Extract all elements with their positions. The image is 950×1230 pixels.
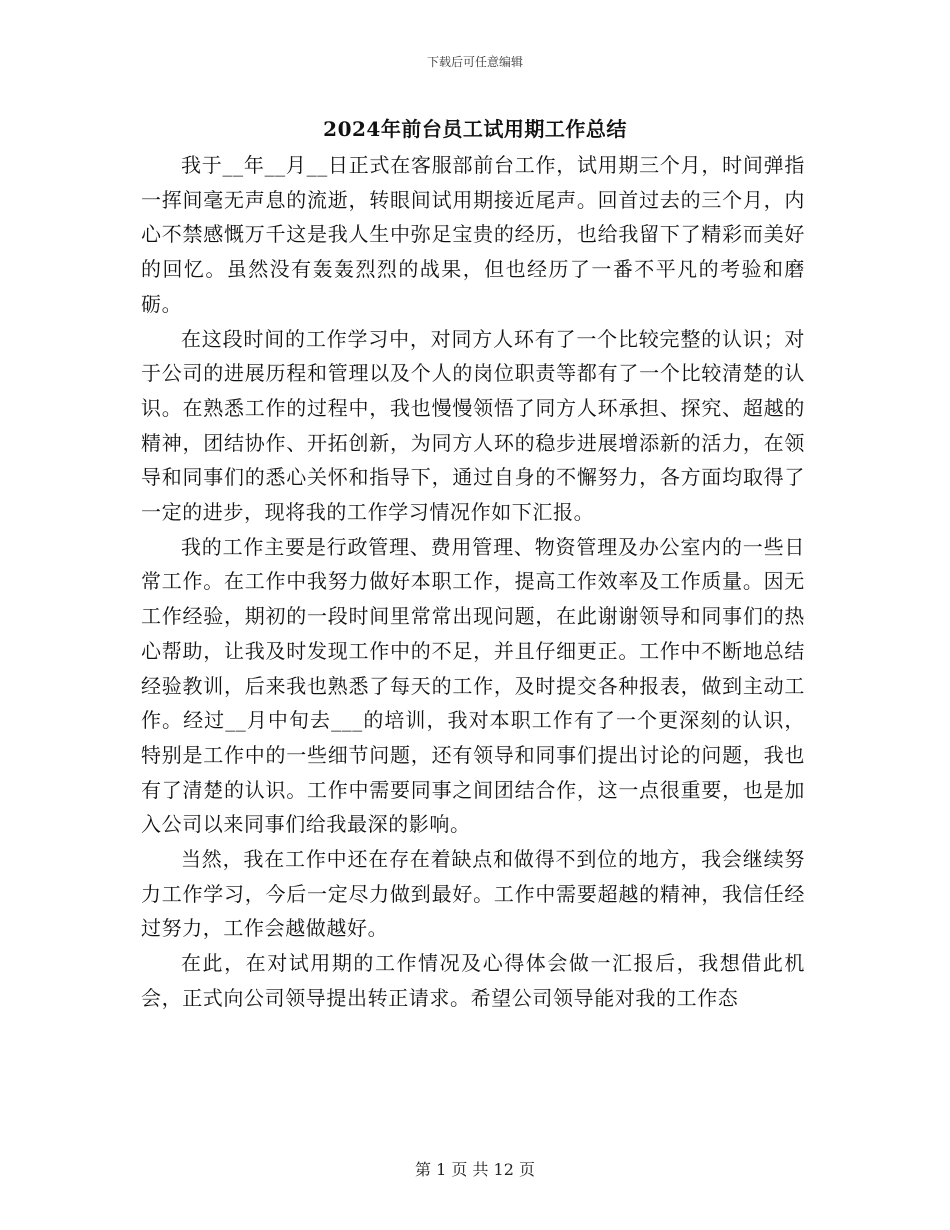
paragraph-2: 在这段时间的工作学习中，对同方人环有了一个比较完整的认识；对于公司的进展历程和管理以及个人的岗位职责等都有了一个比较清楚的认识。在熟悉工作的过程中，我也慢慢领悟了同方人环承担、探究、超越的精神，团结协作、开拓创新，为同方人环的稳步进展增添新的活力，在领导和同事们的悉心关怀和指导下，通过自身的不懈努力，各方面均取得了一定的进步，现将我的工作学习情况作如下汇报。 xyxy=(141,326,805,525)
page-number-footer: 第 1 页 共 12 页 xyxy=(415,1160,535,1179)
paragraph-4: 当然，我在工作中还在存在着缺点和做得不到位的地方，我会继续努力工作学习，今后一定尽力做到最好。工作中需要超越的精神，我信任经过努力，工作会越做越好。 xyxy=(141,847,805,941)
document-title: 2024年前台员工试用期工作总结 xyxy=(323,117,627,141)
page-header: 下载后可任意编辑 xyxy=(426,55,523,69)
paragraph-5: 在此，在对试用期的工作情况及心得体会做一汇报后，我想借此机会，正式向公司领导提出转正请求。希望公司领导能对我的工作态 xyxy=(141,951,805,1010)
paragraph-1: 我于__年__月__日正式在客服部前台工作，试用期三个月，时间弹指一挥间毫无声息的流逝，转眼间试用期接近尾声。回首过去的三个月，内心不禁感慨万千这是我人生中弥足宝贵的经历，也给我留下了精彩而美好的回忆。虽然没有轰轰烈烈的战果，但也经历了一番不平凡的考验和磨砺。 xyxy=(141,153,805,316)
document-body xyxy=(141,148,805,1016)
paragraph-3: 我的工作主要是行政管理、费用管理、物资管理及办公室内的一些日常工作。在工作中我努力做好本职工作，提高工作效率及工作质量。因无工作经验，期初的一段时间里常常出现问题，在此谢谢领导和同事们的热心帮助，让我及时发现工作中的不足，并且仔细更正。工作中不断地总结经验教训，后来我也熟悉了每天的工作，及时提交各种报表，做到主动工作。经过__月中旬去___的培训，我对本职工作有了一个更深刻的认识，特别是工作中的一些细节问题，还有领导和同事们提出讨论的问题，我也有了清楚的认识。工作中需要同事之间团结合作，这一点很重要，也是加入公司以来同事们给我最深的影响。 xyxy=(141,534,805,837)
